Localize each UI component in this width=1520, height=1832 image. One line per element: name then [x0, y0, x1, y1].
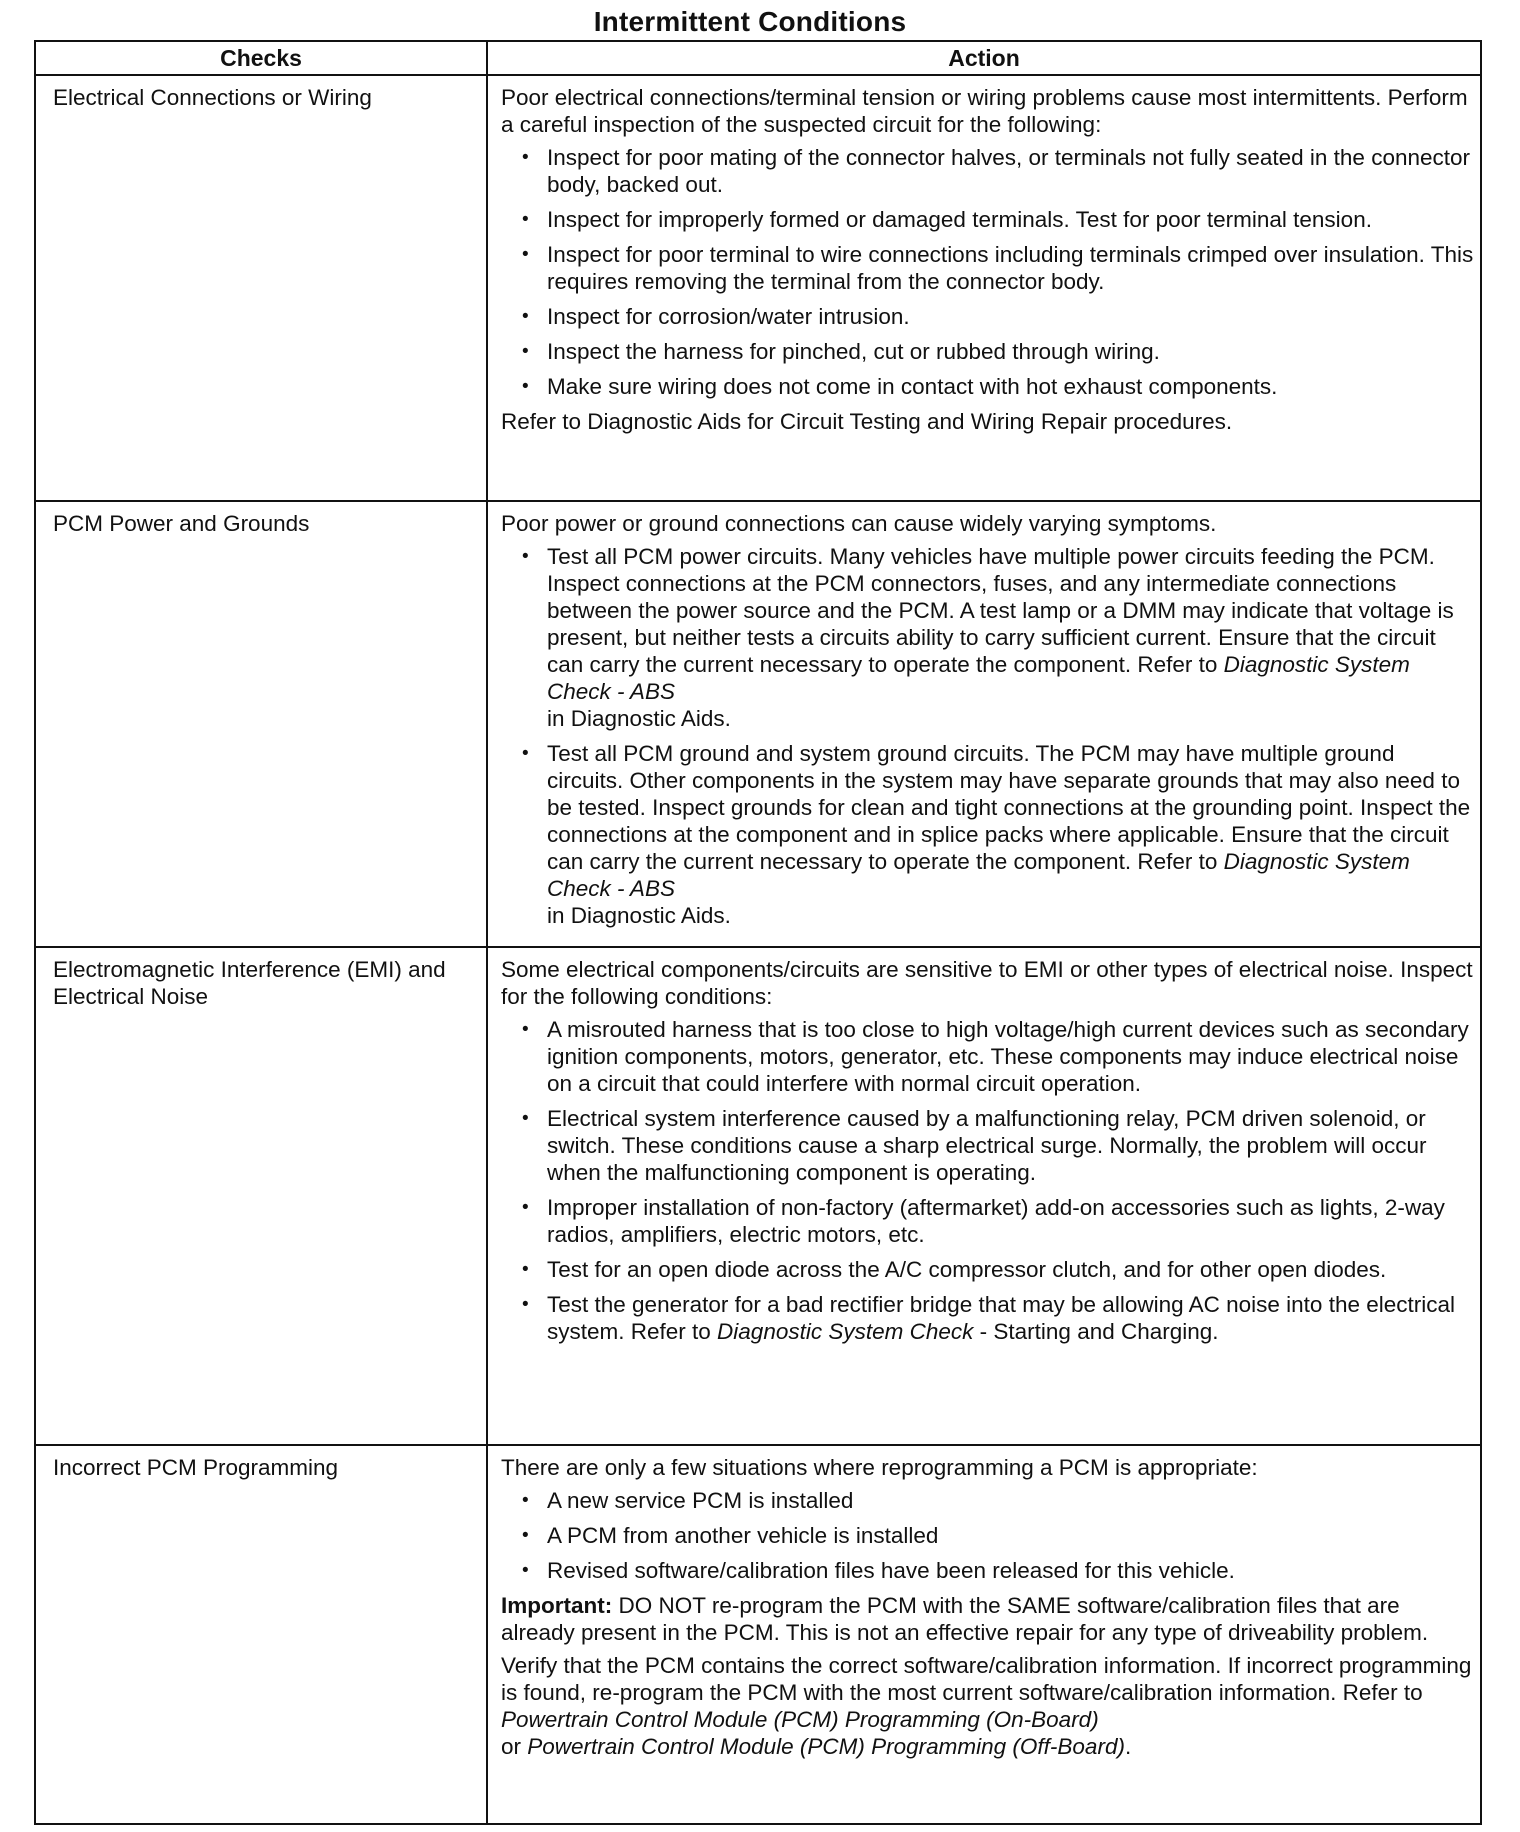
- list-item: • Improper installation of non-factory (aftermarket) add-on accessories such as lights, 2-way radios, amplifiers, electric motors, etc.: [522, 1195, 1445, 1247]
- bullet-icon: •: [522, 1259, 529, 1280]
- bullet-list: [501, 543, 1474, 929]
- list-item: • Inspect for corrosion/water intrusion.: [522, 304, 910, 329]
- page-title: Intermittent Conditions: [593, 6, 907, 37]
- action-intro: Poor power or ground connections can cause widely varying symptoms.: [501, 511, 1217, 536]
- table-row: [35, 501, 1481, 947]
- check-cell: PCM Power and Grounds: [35, 501, 487, 947]
- action-cell: [487, 947, 1481, 1445]
- list-item: • Inspect for poor terminal to wire connections including terminals crimped over insulation. This requires removing the terminal from the connector body.: [522, 242, 1474, 294]
- important-note: Important: DO NOT re-program the PCM with the SAME software/calibration files that are already present in the PCM. This is not an effective repair for any type of driveability problem.: [501, 1593, 1429, 1645]
- action-cell: [487, 501, 1481, 947]
- bullet-icon: •: [522, 1108, 529, 1129]
- table-row: [35, 75, 1481, 501]
- list-item: • Test all PCM power circuits. Many vehicles have multiple power circuits feeding the PCM. Inspect connections at the PCM connectors, fuses, and any intermediate connections between the power source and the PCM. A test lamp or a DMM may indicate that voltage is present, but neither tests a circuits ability to carry sufficient current. Ensure that the circuit can carry the current necessary to operate the component. Refer to Diagnostic System Check - ABS in Diagnostic Aids.: [522, 544, 1454, 731]
- list-item: • Electrical system interference caused by a malfunctioning relay, PCM driven solenoid, or switch. These conditions cause a sharp electrical surge. Normally, the problem will occur when the malfunctioning component is operating.: [522, 1106, 1427, 1185]
- bullet-icon: •: [522, 209, 529, 230]
- action-cell: [487, 75, 1481, 501]
- reference-link-text: Powertrain Control Module (PCM) Programming (On-Board): [501, 1707, 1099, 1732]
- important-label: Important:: [501, 1593, 613, 1618]
- list-item: • Test the generator for a bad rectifier bridge that may be allowing AC noise into the electrical system. Refer to Diagnostic System Check - Starting and Charging.: [522, 1292, 1455, 1344]
- bullet-list: [501, 144, 1474, 400]
- list-item: • Test for an open diode across the A/C compressor clutch, and for other open diodes.: [522, 1257, 1387, 1282]
- table-row: [35, 1445, 1481, 1824]
- checks-header: Checks: [35, 41, 487, 75]
- table-header-row: [35, 41, 1481, 75]
- bullet-icon: •: [522, 546, 529, 567]
- bullet-icon: •: [522, 147, 529, 168]
- list-item: • Revised software/calibration files have been released for this vehicle.: [522, 1558, 1235, 1583]
- bullet-icon: •: [522, 1490, 529, 1511]
- list-item: • Inspect the harness for pinched, cut or rubbed through wiring.: [522, 339, 1160, 364]
- list-item: • Make sure wiring does not come in contact with hot exhaust components.: [522, 374, 1278, 399]
- list-item: • Inspect for improperly formed or damaged terminals. Test for poor terminal tension.: [522, 207, 1372, 232]
- bullet-icon: •: [522, 376, 529, 397]
- list-item: • Inspect for poor mating of the connector halves, or terminals not fully seated in the connector body, backed out.: [522, 145, 1471, 197]
- reference-link-text: Diagnostic System Check: [717, 1319, 974, 1344]
- intermittent-conditions-table: [34, 40, 1482, 1825]
- action-cell: [487, 1445, 1481, 1824]
- bullet-icon: •: [522, 244, 529, 265]
- reference-link-text: Diagnostic System Check - ABS: [547, 652, 1410, 704]
- verify-note: Verify that the PCM contains the correct software/calibration information. If incorrect programming is found, re-program the PCM with the most current software/calibration information. Refer to Powertrain Control Module (PCM) Programming (On-Board) or Powertrain Control Module (PCM) Programming (Off-Board).: [501, 1653, 1472, 1759]
- bullet-icon: •: [522, 743, 529, 764]
- list-item: • A PCM from another vehicle is installed: [522, 1523, 939, 1548]
- bullet-list: [501, 1487, 1474, 1584]
- bullet-icon: •: [522, 306, 529, 327]
- action-outro: Refer to Diagnostic Aids for Circuit Testing and Wiring Repair procedures.: [501, 409, 1233, 434]
- reference-link-text: Powertrain Control Module (PCM) Programming (Off-Board): [527, 1734, 1125, 1759]
- action-intro: Poor electrical connections/terminal tension or wiring problems cause most intermittents. Perform a careful inspection of the suspected circuit for the following:: [501, 85, 1468, 137]
- reference-link-text: Diagnostic System Check - ABS: [547, 849, 1410, 901]
- check-cell: Electromagnetic Interference (EMI) and Electrical Noise: [35, 947, 487, 1445]
- list-item: • A misrouted harness that is too close to high voltage/high current devices such as secondary ignition components, motors, generator, etc. These components may induce electrical noise on a circuit that could interfere with normal circuit operation.: [522, 1017, 1469, 1096]
- check-cell: Electrical Connections or Wiring: [35, 75, 487, 501]
- list-item: • Test all PCM ground and system ground circuits. The PCM may have multiple ground circuits. Other components in the system may have separate grounds that may also need to be tested. Inspect grounds for clean and tight connections at the grounding point. Inspect the connections at the component and in splice packs where applicable. Ensure that the circuit can carry the current necessary to operate the component. Refer to Diagnostic System Check - ABS in Diagnostic Aids.: [522, 741, 1471, 928]
- bullet-list: [501, 1016, 1474, 1345]
- action-header: Action: [487, 41, 1481, 75]
- bullet-icon: •: [522, 1560, 529, 1581]
- list-item: • A new service PCM is installed: [522, 1488, 854, 1513]
- bullet-icon: •: [522, 1197, 529, 1218]
- check-cell: Incorrect PCM Programming: [35, 1445, 487, 1824]
- bullet-icon: •: [522, 1019, 529, 1040]
- bullet-icon: •: [522, 341, 529, 362]
- action-intro: Some electrical components/circuits are sensitive to EMI or other types of electrical noise. Inspect for the following conditions:: [501, 957, 1473, 1009]
- bullet-icon: •: [522, 1294, 529, 1315]
- action-intro: There are only a few situations where reprogramming a PCM is appropriate:: [501, 1455, 1258, 1480]
- table-row: [35, 947, 1481, 1445]
- bullet-icon: •: [522, 1525, 529, 1546]
